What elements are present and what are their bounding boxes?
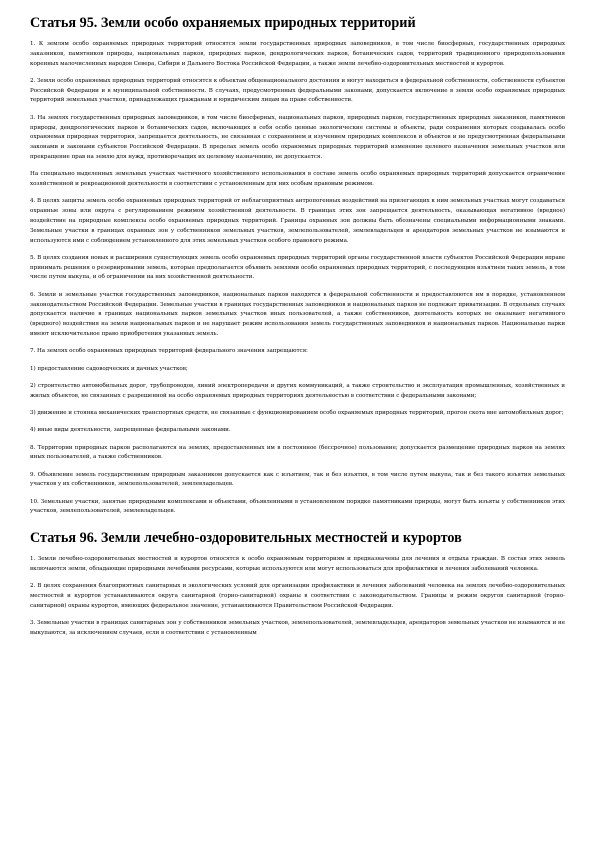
list-item: 1) предоставление садоводческих и дачных участков;	[30, 365, 188, 372]
paragraph: 8. Территории природных парков располагаются на землях, предоставленных им в постоянное (бессрочное) пользование; допускается размещение природных парков на землях иных пользователей, а также собственников.	[30, 444, 565, 461]
paragraph: 2. В целях сохранения благоприятных санитарных и экологических условий для организации профилактики и лечения заболеваний человека на землях лечебно-оздоровительных местностей и курортов устанавливаются округа санитарной (горно-санитарной) охраны в соответствии с законодательством. Границы и режим округов санитарной (горно-санитарной) охраны курортов, имеющих федеральное значение, устанавливаются Правительством Российской Федерации.	[30, 583, 565, 609]
paragraph: 10. Земельные участки, занятые природными комплексами и объектами, объявленными в установленном порядке памятниками природы, могут быть изъяты у собственников этих участков, землепользователей, землевладельцев.	[30, 498, 565, 515]
article-96-title: Статья 96. Земли лечебно-оздоровительных местностей и курортов	[30, 530, 462, 547]
paragraph: 9. Объявление земель государственным природным заказником допускается как с изъятием, так и без изъятия, в том числе путем выкупа, так и без такого изъятия земельных участков у их собственников, землепользователей, землевладельцев.	[30, 471, 565, 488]
list-item: 4) иные виды деятельности, запрещенные федеральными законами.	[30, 427, 231, 434]
paragraph: На специально выделенных земельных участках частичного хозяйственного использования в составе земель особо охраняемых природных территорий допускается ограничение хозяйственной и рекреационной деятельности в соответствии с установленным для них особым правовым режимом.	[30, 171, 565, 188]
paragraph: 4. В целях защиты земель особо охраняемых природных территорий от неблагоприятных антропогенных воздействий на прилегающих к ним земельных участках могут создаваться охранные зоны или округа с регулированием режимом хозяйственной деятельности. В границах этих зон запрещается деятельность, оказывающая негативное (вредное) воздействие на природные комплексы особо охраняемых природных территорий. Границы охранных зон должны быть обозначены специальными информационными знаками. Земельные участки в границах охранных зон у собственников земельных участков, землепользователей, землевладельцев и арендаторов земельных участков не изымаются и используются ими с соблюдением установленного для этих земельных участков особого правового режима.	[30, 198, 565, 244]
paragraph: 3. На землях государственных природных заповедников, в том числе биосферных, национальных парков, природных парков, государственных природных заказников, памятников природы, дендрологических парков и ботанических садов, включающих в себя особо ценные экологические системы и объекты, ради сохранения которых создавалась особо охраняемая природная территория, запрещается деятельность, не связанная с сохранением и изучением природных комплексов и объектов и не предусмотренная федеральными законами и законами субъектов Российской Федерации. В пределах земель особо охраняемых природных территорий изменение целевого назначения земельных участков или прекращение прав на землю для нужд, противоречащих их целевому назначению, не допускается.	[30, 114, 565, 160]
paragraph: 1. Земли лечебно-оздоровительных местностей и курортов относятся к особо охраняемым территориям и предназначены для лечения и отдыха граждан. В состав этих земель включаются земли, обладающие природными лечебными ресурсами, которые используются или могут использоваться для профилактики и лечения заболеваний человека.	[30, 556, 565, 573]
paragraph: 3. Земельные участки в границах санитарных зон у собственников земельных участков, землепользователей, землевладельцев, арендаторов земельных участков не изымаются и не выкупаются, за исключением случаев, если в соответствии с установленным	[30, 620, 565, 637]
paragraph: 2. Земли особо охраняемых природных территорий относятся к объектам общенационального достояния и могут находиться в федеральной собственности, собственности субъектов Российской Федерации и в муниципальной собственности. В случаях, предусмотренных федеральными законами, допускается включение в земли особо охраняемых природных территорий земельных участков, принадлежащих гражданам и юридическим лицам на праве собственности.	[30, 77, 565, 104]
article-95-title: Статья 95. Земли особо охраняемых природных территорий	[30, 15, 416, 31]
paragraph: 1. К землям особо охраняемых природных территорий относятся земли государственных природных заповедников, в том числе биосферных, государственных природных заказников, памятников природы, национальных парков, природных парков, дендрологических парков, ботанических садов, территорий традиционного природопользования коренных малочисленных народов Севера, Сибири и Дальнего Востока Российской Федерации, а также земли лечебно-оздоровительных местностей и курортов.	[30, 41, 565, 67]
list-item: 2) строительство автомобильных дорог, трубопроводов, линий электропередачи и других коммуникаций, а также строительство и эксплуатация промышленных, хозяйственных и жилых объектов, не связанных с разрешенной на особо охраняемых природных территориях деятельностью в соответствии с федеральными законами;	[30, 382, 565, 399]
article-96-body	[30, 555, 565, 639]
paragraph: 5. В целях создания новых и расширения существующих земель особо охраняемых природных территорий органы государственной власти субъектов Российской Федерации вправе принимать решения о резервировании земель, которые предполагается объявить землями особо охраняемых природных территорий, с последующим изъятием таких земель, в том числе путем выкупа, и об ограничении на них хозяйственной деятельности.	[30, 254, 565, 281]
list-item: 3) движение и стоянка механических транспортных средств, не связанные с функционированием особо охраняемых природных территорий, прогон скота вне автомобильных дорог;	[30, 409, 564, 416]
paragraph: 6. Земли и земельные участки государственных заповедников, национальных парков находятся в федеральной собственности и предоставляются им в порядке, установленном законодательством Российской Федерации. Земельные участки в границах государственных заповедников и национальных парков не подлежат приватизации. В отдельных случаях допускается наличие в границах национальных парков земельных участков иных пользователей, а также собственников, деятельность которых не оказывает негативного (вредного) воздействия на земли национальных парков и не нарушает режим использования земель государственных заповедников и национальных парков. Национальные парки имеют исключительное право приобретения указанных земель.	[30, 291, 565, 337]
paragraph: 7. На землях особо охраняемых природных территорий федерального значения запрещаются:	[30, 348, 308, 355]
article-95-body	[30, 40, 565, 517]
